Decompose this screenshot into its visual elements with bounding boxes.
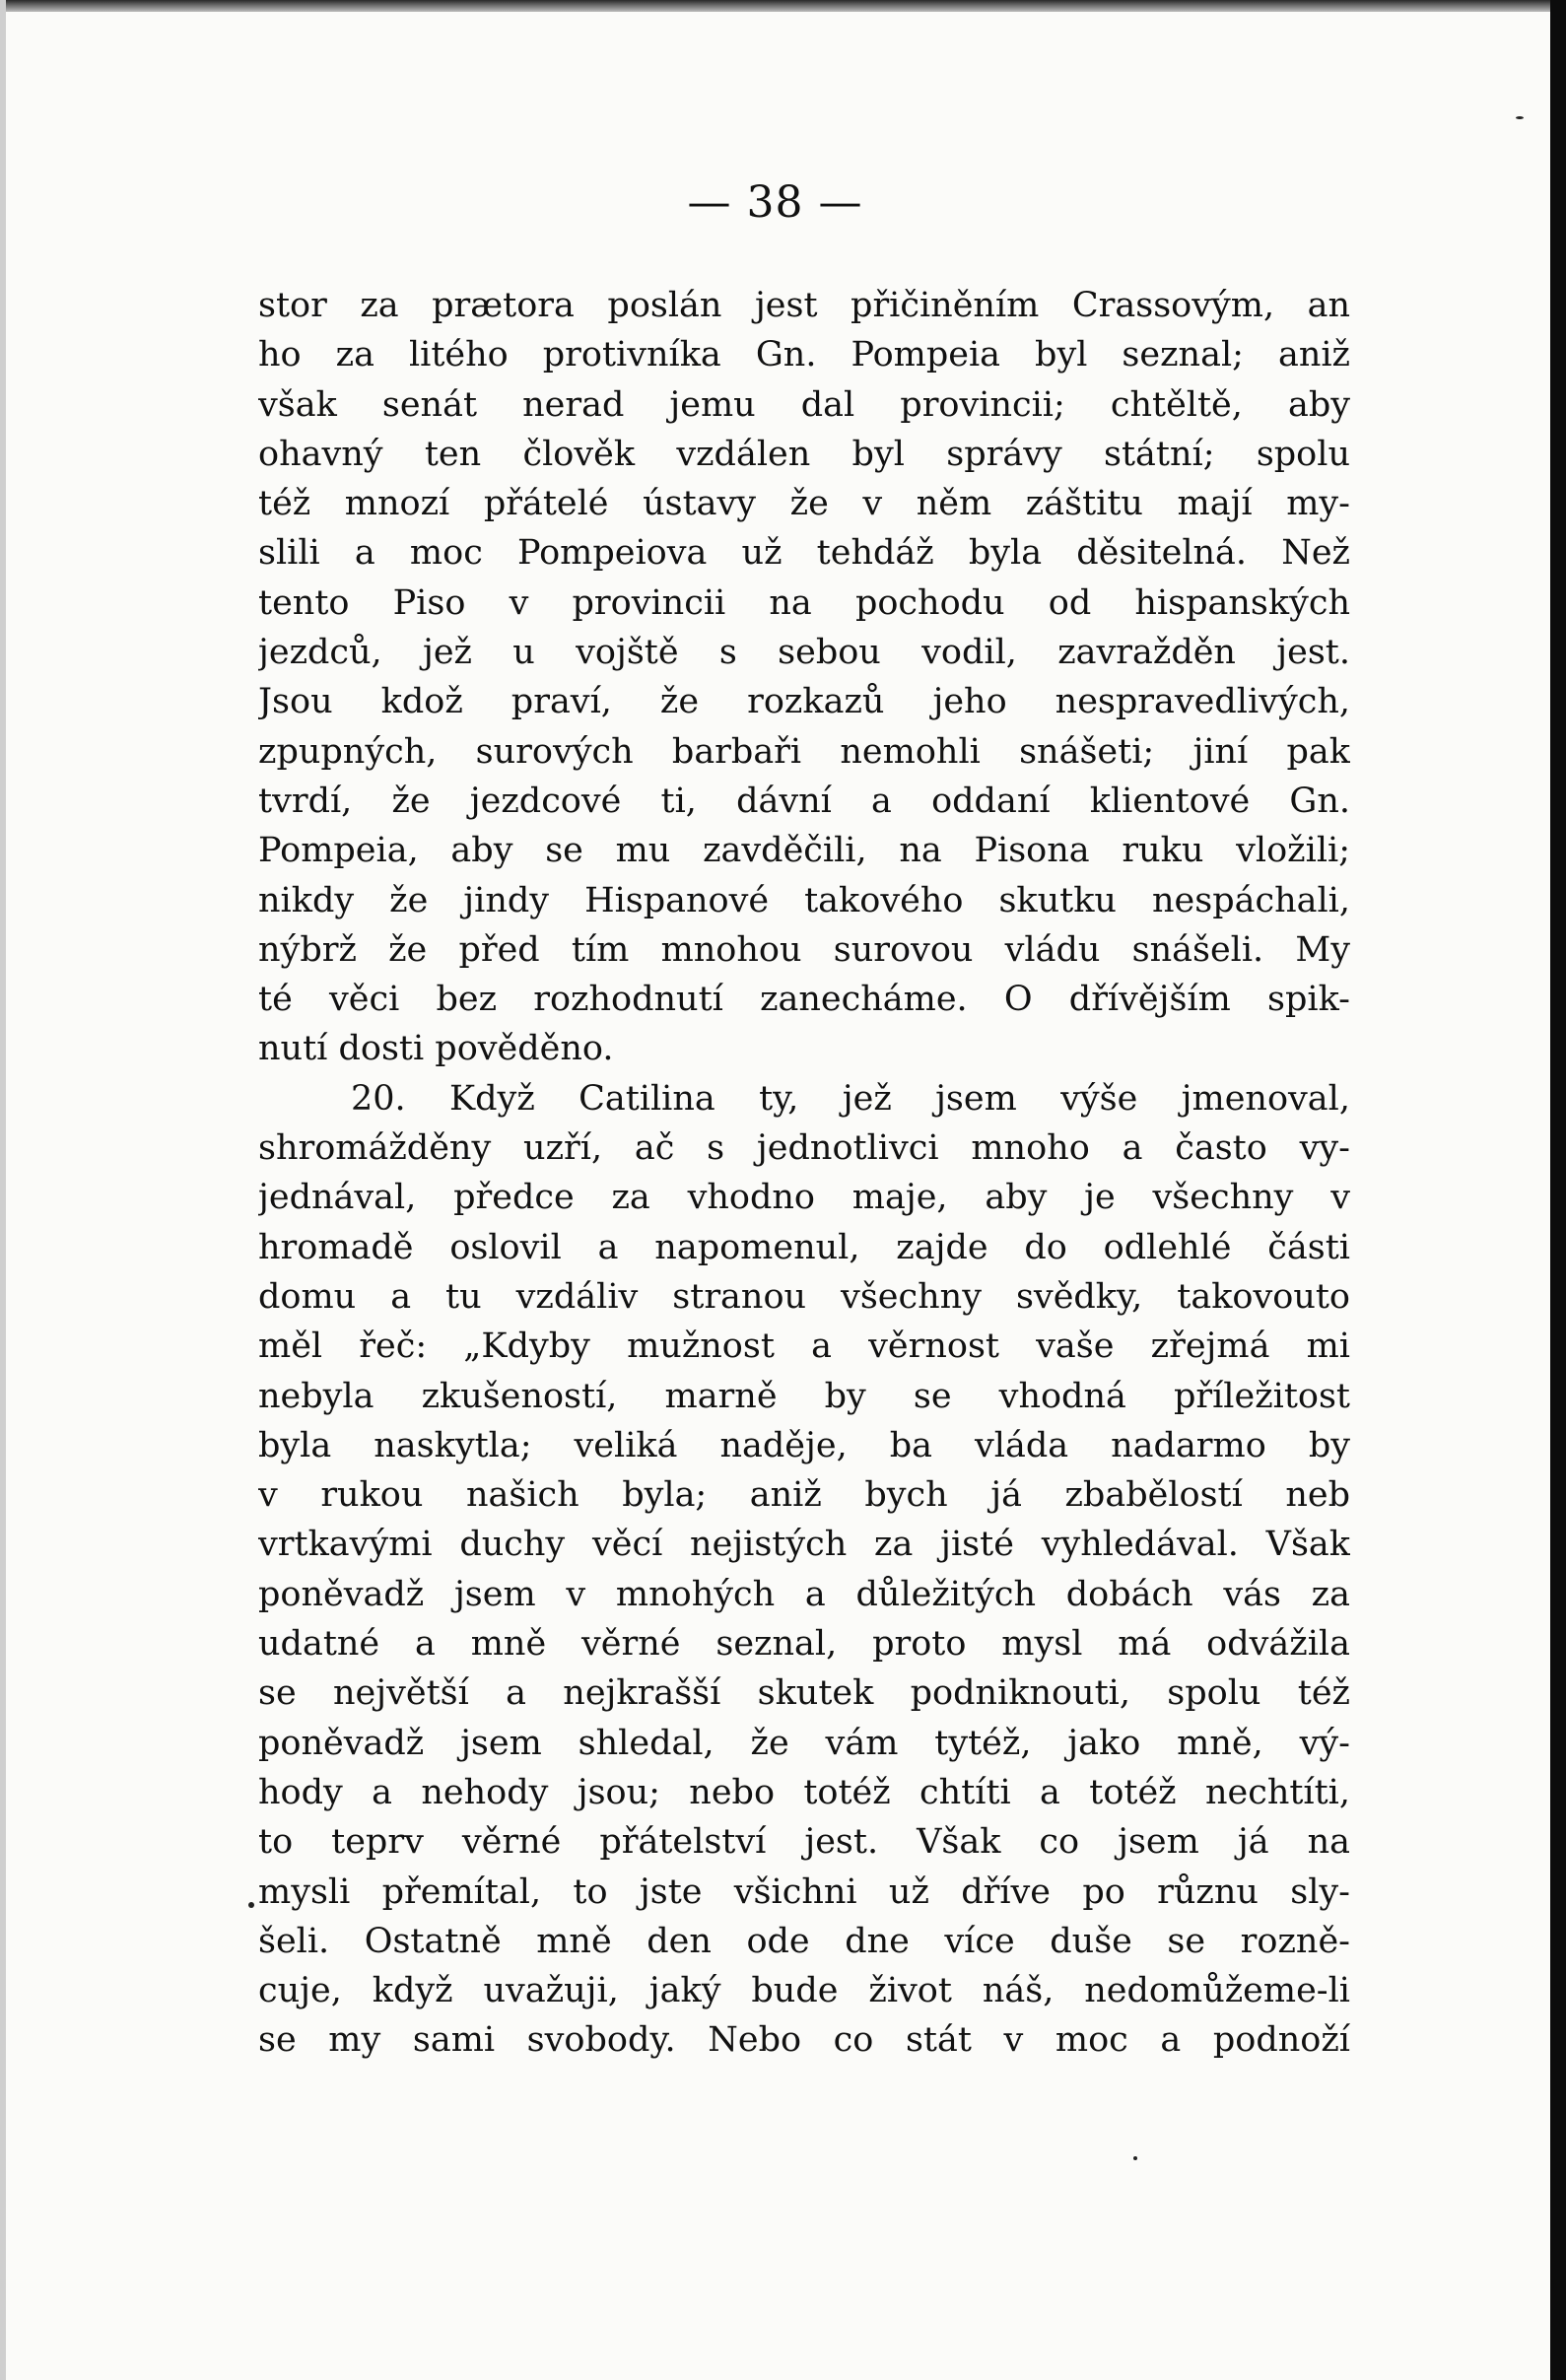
text-line: hody a nehody jsou; nebo totéž chtíti a totéž nechtíti, (258, 1772, 1350, 1812)
text-line: ohavný ten člověk vzdálen byl správy státní; spolu (258, 434, 1350, 474)
page-number: — 38 — (687, 177, 863, 228)
scan-edge-right (1550, 0, 1566, 2380)
text-line: ho za litého protivníka Gn. Pompeia byl seznal; aniž (258, 335, 1350, 375)
text-line: udatné a mně věrné seznal, proto mysl má odvážila (258, 1624, 1350, 1665)
text-line: se největší a nejkrašší skutek podniknouti, spolu též (258, 1673, 1350, 1714)
paragraph-start-line: 20. Když Catilina ty, jež jsem výše jmenoval, (351, 1078, 1350, 1119)
text-line: Jsou kdož praví, že rozkazů jeho nespravedlivých, (258, 682, 1350, 722)
text-line: slili a moc Pompeiova už tehdáž byla děsitelná. Než (258, 533, 1350, 574)
text-line: jednával, předce za vhodno maje, aby je všechny v (258, 1178, 1350, 1218)
text-line: zpupných, surových barbaři nemohli snášeti; jiní pak (258, 731, 1350, 772)
text-line: šeli. Ostatně mně den ode dne více duše se rozně- (258, 1921, 1350, 1961)
body-text (258, 281, 1350, 2066)
text-line: mysli přemítal, to jste všichni už dříve po různu sly- (258, 1871, 1350, 1912)
text-line: hromadě oslovil a napomenul, zajde do odlehlé části (258, 1227, 1350, 1267)
text-line: stor za prætora poslán jest přičiněním Crassovým, an (258, 286, 1350, 325)
text-line: cuje, když uvažuji, jaký bude život náš, nedomůžeme-li (258, 1971, 1350, 2011)
scan-edge-left (0, 0, 6, 2380)
text-line: té věci bez rozhodnutí zanecháme. O dřívějším spik- (258, 980, 1350, 1020)
text-line: poněvadž jsem shledal, že vám tytéž, jako mně, vý- (258, 1723, 1350, 1763)
text-line: tento Piso v provincii na pochodu od hispanských (258, 582, 1350, 623)
scan-speck (1516, 116, 1524, 119)
text-line: však senát nerad jemu dal provincii; chtěltě, aby (258, 384, 1350, 425)
text-line: vrtkavými duchy věcí nejistých za jisté vyhledával. Však (258, 1525, 1350, 1565)
text-line: nutí dosti pověděno. (258, 1029, 614, 1069)
text-line: to teprv věrné přátelství jest. Však co jsem já na (258, 1822, 1350, 1863)
text-line: domu a tu vzdáliv stranou všechny svědky, takovouto (258, 1276, 1350, 1317)
text-line: se my sami svobody. Nebo co stát v moc a podnoží (258, 2020, 1350, 2061)
text-line: v rukou našich byla; aniž bych já zbabělostí neb (258, 1475, 1350, 1516)
scan-speck (1133, 2156, 1137, 2160)
text-line: též mnozí přátelé ústavy že v něm záštitu mají my- (258, 484, 1350, 524)
text-line: byla naskytla; veliká naděje, ba vláda nadarmo by (258, 1425, 1350, 1465)
text-line: jezdců, jež u vojště s sebou vodil, zavražděn jest. (258, 633, 1350, 673)
text-line: nikdy že jindy Hispanové takového skutku nespáchali, (258, 880, 1350, 920)
text-line: tvrdí, že jezdcové ti, dávní a oddaní klientové Gn. (258, 781, 1350, 821)
text-line: shromážděny uzří, ač s jednotlivci mnoho a často vy- (258, 1128, 1350, 1169)
text-line: Pompeia, aby se mu zavděčili, na Pisona ruku vložili; (258, 831, 1350, 871)
scan-edge-top (0, 0, 1550, 12)
text-line: měl řeč: „Kdyby mužnost a věrnost vaše zřejmá mi (258, 1326, 1350, 1367)
text-line: poněvadž jsem v mnohých a důležitých dobách vás za (258, 1574, 1350, 1614)
text-line: nebyla zkušeností, marně by se vhodná příležitost (258, 1376, 1350, 1416)
scan-speck (248, 1902, 254, 1908)
text-line: nýbrž že před tím mnohou surovou vládu snášeli. My (258, 929, 1350, 970)
